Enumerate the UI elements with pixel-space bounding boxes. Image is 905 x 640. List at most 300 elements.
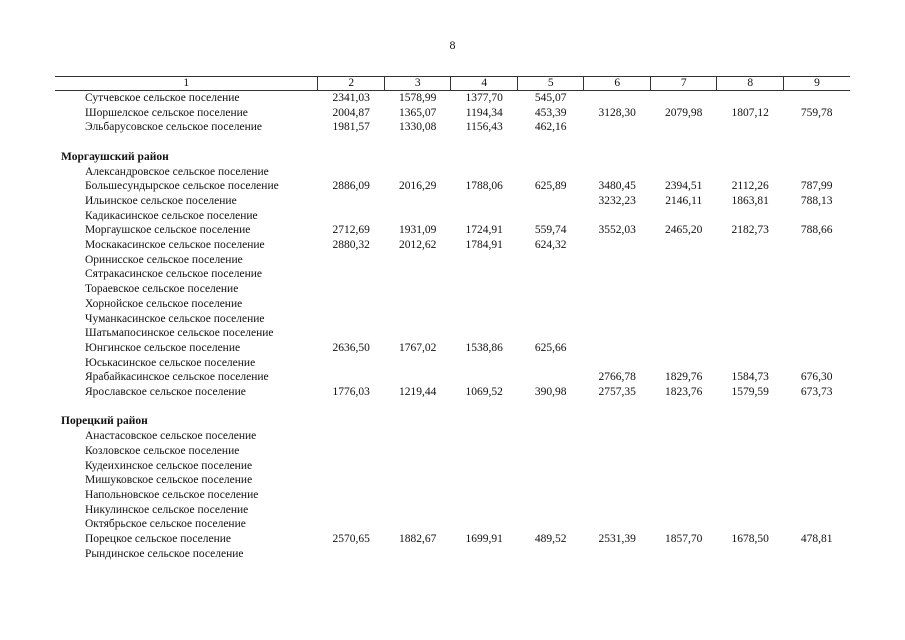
value-cell-col-4	[451, 312, 518, 327]
value-cell-col-4	[451, 459, 518, 474]
table-row	[55, 503, 850, 518]
settlement-name: Мишуковское сельское поселение	[85, 474, 253, 487]
value-cell-col-5: 545,07	[534, 92, 567, 104]
value-cell-col-4	[451, 267, 518, 282]
value-cell-col-8	[717, 253, 784, 268]
value-cell-col-4	[451, 282, 518, 297]
value-cell-col-3	[384, 488, 451, 503]
table-row	[55, 165, 850, 180]
value-cell-col-9	[783, 209, 850, 224]
value-cell-col-8	[717, 488, 784, 503]
value-cell-col-3: 2012,62	[399, 239, 437, 252]
value-cell-col-8	[717, 326, 784, 341]
value-cell-col-7	[650, 253, 717, 268]
value-cell-col-7	[650, 209, 717, 224]
value-cell-col-2	[318, 444, 385, 459]
settlement-name: Кудеихинское сельское поселение	[85, 459, 253, 472]
table-row	[55, 473, 850, 488]
value-cell-col-4	[451, 370, 518, 385]
settlement-name: Козловское сельское поселение	[85, 444, 240, 457]
value-cell-col-6	[584, 341, 651, 356]
value-cell-col-6	[584, 267, 651, 282]
value-cell-col-9: 673,73	[800, 386, 833, 399]
settlement-name: Ярославское сельское поселение	[85, 386, 246, 399]
value-cell-col-6	[584, 91, 651, 106]
section-spacer	[55, 400, 850, 415]
value-cell-col-8: 1807,12	[731, 106, 769, 119]
table-row	[55, 547, 850, 562]
table-row	[55, 179, 850, 194]
value-cell-col-6: 3128,30	[598, 106, 636, 119]
value-cell-col-5	[517, 326, 584, 341]
value-cell-col-7	[650, 282, 717, 297]
value-cell-col-8	[717, 517, 784, 532]
value-cell-col-3	[384, 209, 451, 224]
value-cell-col-4	[451, 517, 518, 532]
value-cell-col-5: 390,98	[534, 386, 567, 399]
value-cell-col-3	[384, 444, 451, 459]
value-cell-col-9: 787,99	[800, 180, 833, 193]
table-row	[55, 223, 850, 238]
value-cell-col-5	[517, 547, 584, 562]
value-cell-col-5	[517, 517, 584, 532]
value-cell-col-3: 1365,07	[399, 106, 437, 119]
value-cell-col-8	[717, 165, 784, 180]
value-cell-col-8	[717, 120, 784, 135]
value-cell-col-3	[384, 547, 451, 562]
value-cell-col-7	[650, 326, 717, 341]
value-cell-col-2: 2886,09	[332, 180, 370, 193]
value-cell-col-8: 2182,73	[731, 224, 769, 237]
value-cell-col-2: 2636,50	[332, 341, 370, 354]
value-cell-col-9	[783, 429, 850, 444]
value-cell-col-7	[650, 356, 717, 371]
value-cell-col-6	[584, 429, 651, 444]
settlement-name: Юськасинское сельское поселение	[85, 356, 256, 369]
value-cell-col-2	[318, 282, 385, 297]
value-cell-col-4	[451, 429, 518, 444]
value-cell-col-9	[783, 459, 850, 474]
table-row	[55, 532, 850, 547]
value-cell-col-9	[783, 120, 850, 135]
value-cell-col-8	[717, 341, 784, 356]
column-header: 6	[584, 77, 651, 91]
value-cell-col-9	[783, 547, 850, 562]
value-cell-col-2: 2570,65	[332, 533, 370, 546]
settlement-name: Сутчевское сельское поселение	[85, 92, 240, 104]
value-cell-col-2	[318, 297, 385, 312]
district-heading: Порецкий район	[61, 415, 148, 428]
value-cell-col-4	[451, 503, 518, 518]
value-cell-col-9: 759,78	[800, 106, 833, 119]
column-header: 1	[55, 77, 318, 91]
settlement-name: Ильинское сельское поселение	[85, 194, 237, 207]
value-cell-col-5	[517, 488, 584, 503]
value-cell-col-3	[384, 459, 451, 474]
value-cell-col-8	[717, 209, 784, 224]
value-cell-col-5	[517, 444, 584, 459]
value-cell-col-9: 478,81	[800, 533, 833, 546]
value-cell-col-4: 1069,52	[465, 386, 503, 399]
column-header: 7	[650, 77, 717, 91]
value-cell-col-9: 788,66	[800, 224, 833, 237]
value-cell-col-7: 2465,20	[665, 224, 703, 237]
settlement-name: Шатьмапосинское сельское поселение	[85, 327, 274, 340]
value-cell-col-7	[650, 488, 717, 503]
value-cell-col-5: 625,89	[534, 180, 567, 193]
value-cell-col-9	[783, 326, 850, 341]
settlement-name: Порецкое сельское поселение	[85, 533, 232, 546]
value-cell-col-2	[318, 326, 385, 341]
value-cell-col-9	[783, 517, 850, 532]
settlement-name: Сятракасинское сельское поселение	[85, 268, 262, 281]
value-cell-col-8	[717, 547, 784, 562]
value-cell-col-3	[384, 312, 451, 327]
value-cell-col-4	[451, 209, 518, 224]
value-cell-col-9	[783, 297, 850, 312]
value-cell-col-8: 1584,73	[731, 371, 769, 384]
value-cell-col-7: 1829,76	[665, 371, 703, 384]
value-cell-col-5: 624,32	[534, 239, 567, 252]
value-cell-col-8: 1579,59	[731, 386, 769, 399]
value-cell-col-8	[717, 459, 784, 474]
table-row	[55, 91, 850, 106]
value-cell-col-8	[717, 267, 784, 282]
value-cell-col-3	[384, 297, 451, 312]
table-row	[55, 459, 850, 474]
value-cell-col-6: 3232,23	[598, 194, 636, 207]
column-header: 4	[451, 77, 518, 91]
value-cell-col-7	[650, 473, 717, 488]
value-cell-col-3: 1882,67	[399, 533, 437, 546]
value-cell-col-6	[584, 444, 651, 459]
value-cell-col-3	[384, 370, 451, 385]
value-cell-col-6: 3552,03	[598, 224, 636, 237]
settlement-name: Шоршелское сельское поселение	[85, 106, 248, 119]
value-cell-col-6	[584, 238, 651, 253]
value-cell-col-5: 462,16	[534, 121, 567, 134]
table-row	[55, 312, 850, 327]
value-cell-col-7	[650, 444, 717, 459]
settlement-name: Никулинское сельское поселение	[85, 503, 249, 516]
value-cell-col-5	[517, 209, 584, 224]
settlement-name: Чуманкасинское сельское поселение	[85, 312, 265, 325]
value-cell-col-4	[451, 194, 518, 209]
value-cell-col-5	[517, 297, 584, 312]
value-cell-col-4	[451, 297, 518, 312]
value-cell-col-7	[650, 297, 717, 312]
value-cell-col-9	[783, 238, 850, 253]
value-cell-col-8: 1863,81	[731, 194, 769, 207]
value-cell-col-4: 1788,06	[465, 180, 503, 193]
value-cell-col-4	[451, 547, 518, 562]
value-cell-col-3: 2016,29	[399, 180, 437, 193]
value-cell-col-2	[318, 356, 385, 371]
value-cell-col-9	[783, 341, 850, 356]
value-cell-col-7	[650, 165, 717, 180]
settlement-name: Юнгинское сельское поселение	[85, 341, 241, 354]
table-row	[55, 444, 850, 459]
value-cell-col-3	[384, 473, 451, 488]
value-cell-col-9	[783, 91, 850, 106]
value-cell-col-6	[584, 209, 651, 224]
value-cell-col-2	[318, 517, 385, 532]
value-cell-col-4	[451, 165, 518, 180]
value-cell-col-8	[717, 312, 784, 327]
value-cell-col-8	[717, 282, 784, 297]
value-cell-col-2	[318, 194, 385, 209]
value-cell-col-5	[517, 165, 584, 180]
value-cell-col-5	[517, 473, 584, 488]
value-cell-col-2	[318, 429, 385, 444]
settlement-name: Эльбарусовское сельское поселение	[85, 121, 263, 134]
value-cell-col-3	[384, 356, 451, 371]
value-cell-col-3	[384, 194, 451, 209]
page-number: 8	[449, 38, 456, 52]
table-row	[55, 429, 850, 444]
value-cell-col-5: 489,52	[534, 533, 567, 546]
column-header: 3	[384, 77, 451, 91]
value-cell-col-7	[650, 459, 717, 474]
value-cell-col-2	[318, 165, 385, 180]
column-header: 8	[717, 77, 784, 91]
value-cell-col-3	[384, 267, 451, 282]
value-cell-col-6	[584, 517, 651, 532]
value-cell-col-4	[451, 356, 518, 371]
settlement-name: Анастасовское сельское поселение	[85, 430, 257, 443]
value-cell-col-9	[783, 267, 850, 282]
value-cell-col-6	[584, 356, 651, 371]
table-row	[55, 385, 850, 400]
value-cell-col-6	[584, 503, 651, 518]
value-cell-col-8: 1678,50	[731, 533, 769, 546]
value-cell-col-4: 1724,91	[465, 224, 503, 237]
value-cell-col-6	[584, 312, 651, 327]
value-cell-col-8	[717, 429, 784, 444]
value-cell-col-4	[451, 253, 518, 268]
value-cell-col-5	[517, 282, 584, 297]
district-heading-row	[55, 414, 850, 429]
value-cell-col-9	[783, 165, 850, 180]
value-cell-col-3	[384, 517, 451, 532]
value-cell-col-9	[783, 356, 850, 371]
value-cell-col-5	[517, 267, 584, 282]
value-cell-col-2	[318, 253, 385, 268]
value-cell-col-2	[318, 459, 385, 474]
value-cell-col-7	[650, 312, 717, 327]
value-cell-col-8	[717, 473, 784, 488]
table-body	[55, 91, 850, 562]
settlement-name: Моргаушское сельское поселение	[85, 224, 251, 237]
value-cell-col-6	[584, 282, 651, 297]
value-cell-col-4	[451, 444, 518, 459]
value-cell-col-3	[384, 282, 451, 297]
value-cell-col-7: 2146,11	[665, 194, 703, 207]
value-cell-col-2	[318, 312, 385, 327]
value-cell-col-9	[783, 503, 850, 518]
value-cell-col-6	[584, 473, 651, 488]
spacer-cell	[55, 135, 850, 150]
value-cell-col-5: 625,66	[534, 341, 567, 354]
value-cell-col-5	[517, 459, 584, 474]
table-row	[55, 106, 850, 121]
value-cell-col-2: 2880,32	[332, 239, 370, 252]
value-cell-col-6	[584, 326, 651, 341]
value-cell-col-7: 1857,70	[665, 533, 703, 546]
value-cell-col-6	[584, 547, 651, 562]
settlement-name: Ярабайкасинское сельское поселение	[85, 371, 269, 384]
settlement-table	[55, 76, 850, 561]
value-cell-col-7	[650, 267, 717, 282]
value-cell-col-5: 453,39	[534, 106, 567, 119]
value-cell-col-2	[318, 370, 385, 385]
column-header: 2	[318, 77, 385, 91]
value-cell-col-6: 2766,78	[598, 371, 636, 384]
table-row	[55, 238, 850, 253]
value-cell-col-8	[717, 91, 784, 106]
table-row	[55, 326, 850, 341]
table-row	[55, 194, 850, 209]
table-row	[55, 356, 850, 371]
value-cell-col-7	[650, 341, 717, 356]
value-cell-col-5	[517, 312, 584, 327]
settlement-name: Александровское сельское поселение	[85, 165, 269, 178]
value-cell-col-6	[584, 165, 651, 180]
value-cell-col-8	[717, 444, 784, 459]
value-cell-col-2: 1981,57	[332, 121, 370, 134]
value-cell-col-8	[717, 503, 784, 518]
column-header: 9	[783, 77, 850, 91]
table-row	[55, 341, 850, 356]
settlement-name: Москакасинское сельское поселение	[85, 239, 265, 252]
value-cell-col-3: 1931,09	[399, 224, 437, 237]
value-cell-col-7	[650, 238, 717, 253]
value-cell-col-4: 1194,34	[465, 106, 503, 119]
value-cell-col-2	[318, 503, 385, 518]
value-cell-col-8	[717, 356, 784, 371]
value-cell-col-7: 1823,76	[665, 386, 703, 399]
value-cell-col-7	[650, 120, 717, 135]
value-cell-col-8: 2112,26	[731, 180, 769, 193]
value-cell-col-6	[584, 459, 651, 474]
settlement-name: Напольновское сельское поселение	[85, 488, 259, 501]
value-cell-col-4: 1538,86	[465, 341, 503, 354]
value-cell-col-7	[650, 503, 717, 518]
settlement-name: Октябрьское сельское поселение	[85, 518, 246, 531]
value-cell-col-9: 676,30	[800, 371, 833, 384]
value-cell-col-6: 2757,35	[598, 386, 636, 399]
value-cell-col-3: 1767,02	[399, 341, 437, 354]
value-cell-col-2	[318, 488, 385, 503]
value-cell-col-3: 1219,44	[399, 386, 437, 399]
value-cell-col-3: 1330,08	[399, 121, 437, 134]
value-cell-col-9	[783, 312, 850, 327]
value-cell-col-5	[517, 253, 584, 268]
value-cell-col-8	[717, 238, 784, 253]
value-cell-col-7	[650, 91, 717, 106]
value-cell-col-9	[783, 488, 850, 503]
value-cell-col-2: 1776,03	[332, 386, 370, 399]
table-row	[55, 120, 850, 135]
value-cell-col-3	[384, 253, 451, 268]
table-row	[55, 253, 850, 268]
settlement-name: Тораевское сельское поселение	[85, 283, 239, 296]
value-cell-col-4: 1156,43	[465, 121, 503, 134]
value-cell-col-6	[584, 297, 651, 312]
value-cell-col-9: 788,13	[800, 194, 833, 207]
value-cell-col-5	[517, 429, 584, 444]
section-spacer	[55, 135, 850, 150]
value-cell-col-5	[517, 370, 584, 385]
district-heading: Моргаушский район	[61, 150, 169, 163]
column-header: 5	[517, 77, 584, 91]
table-row	[55, 267, 850, 282]
value-cell-col-2	[318, 267, 385, 282]
column-header-row	[55, 77, 850, 91]
value-cell-col-7	[650, 517, 717, 532]
value-cell-col-3	[384, 165, 451, 180]
table-row	[55, 282, 850, 297]
value-cell-col-4: 1699,91	[465, 533, 503, 546]
value-cell-col-9	[783, 282, 850, 297]
value-cell-col-5: 559,74	[534, 224, 567, 237]
value-cell-col-9	[783, 473, 850, 488]
value-cell-col-6	[584, 488, 651, 503]
value-cell-col-7: 2079,98	[665, 106, 703, 119]
value-cell-col-6	[584, 253, 651, 268]
settlement-name: Оринисское сельское поселение	[85, 253, 243, 266]
settlement-name: Рындинское сельское поселение	[85, 547, 244, 560]
value-cell-col-5	[517, 503, 584, 518]
value-cell-col-9	[783, 444, 850, 459]
spacer-cell	[55, 400, 850, 415]
value-cell-col-7	[650, 429, 717, 444]
settlement-name: Большесундырское сельское поселение	[85, 180, 279, 193]
value-cell-col-3	[384, 503, 451, 518]
value-cell-col-6	[584, 120, 651, 135]
value-cell-col-8	[717, 297, 784, 312]
value-cell-col-6: 3480,45	[598, 180, 636, 193]
value-cell-col-3	[384, 326, 451, 341]
table-row	[55, 488, 850, 503]
table-row	[55, 517, 850, 532]
value-cell-col-3	[384, 429, 451, 444]
value-cell-col-6: 2531,39	[598, 533, 636, 546]
value-cell-col-4	[451, 488, 518, 503]
value-cell-col-2	[318, 473, 385, 488]
value-cell-col-7: 2394,51	[665, 180, 703, 193]
table-row	[55, 370, 850, 385]
value-cell-col-4: 1784,91	[465, 239, 503, 252]
settlement-name: Кадикасинское сельское поселение	[85, 209, 258, 222]
value-cell-col-7	[650, 547, 717, 562]
value-cell-col-5	[517, 356, 584, 371]
table-row	[55, 297, 850, 312]
value-cell-col-2	[318, 547, 385, 562]
value-cell-col-4	[451, 473, 518, 488]
value-cell-col-4	[451, 326, 518, 341]
settlement-name: Хорнойское сельское поселение	[85, 297, 243, 310]
value-cell-col-2: 2341,03	[332, 92, 370, 104]
value-cell-col-2: 2712,69	[332, 224, 370, 237]
table-row	[55, 209, 850, 224]
value-cell-col-3: 1578,99	[399, 92, 437, 104]
district-heading-row	[55, 150, 850, 165]
value-cell-col-9	[783, 253, 850, 268]
value-cell-col-4: 1377,70	[465, 92, 503, 104]
value-cell-col-2	[318, 209, 385, 224]
value-cell-col-5	[517, 194, 584, 209]
